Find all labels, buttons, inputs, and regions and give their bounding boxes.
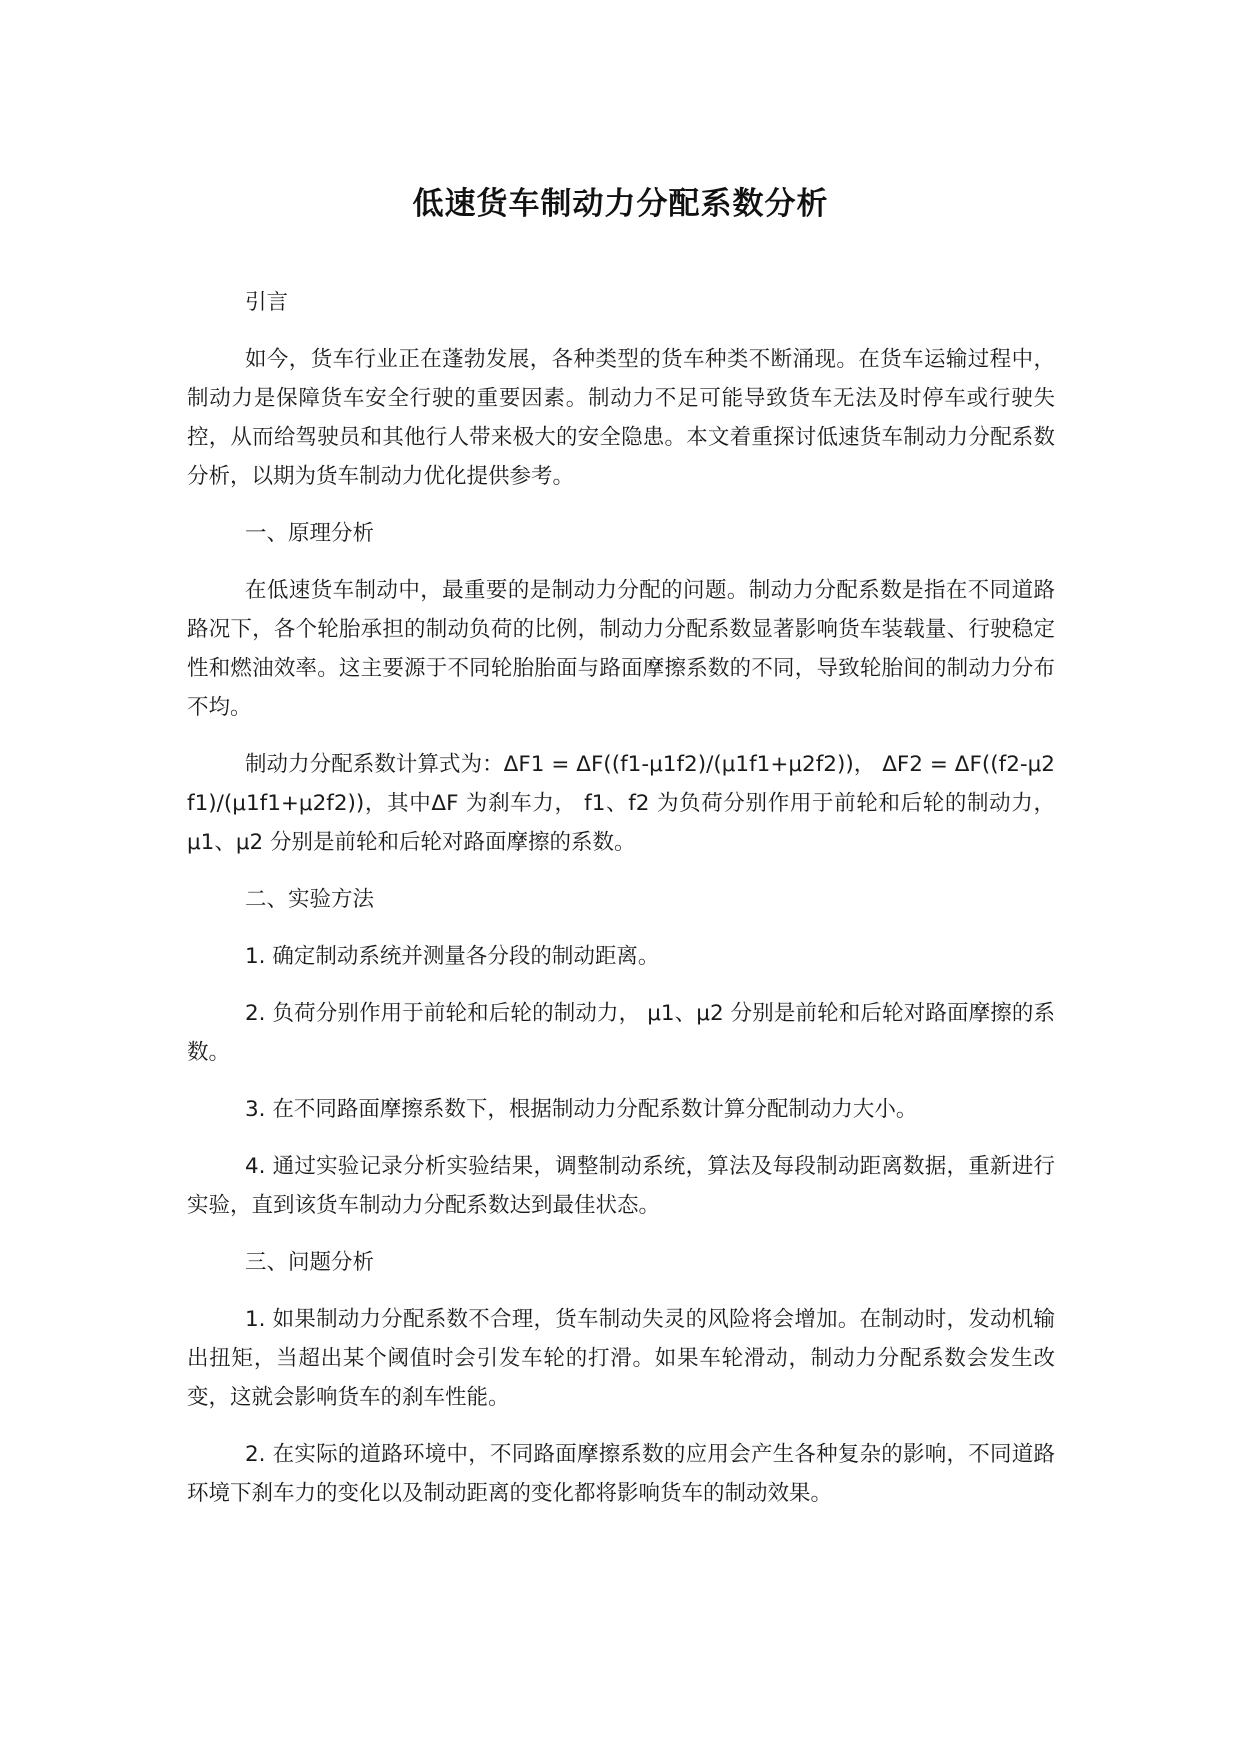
list-item: 3. 在不同路面摩擦系数下，根据制动力分配系数计算分配制动力大小。 bbox=[245, 1097, 918, 1122]
list-item: 1. 确定制动系统并测量各分段的制动距离。 bbox=[245, 944, 660, 969]
section-heading-intro: 引言 bbox=[245, 290, 289, 315]
document-title: 低速货车制动力分配系数分析 bbox=[412, 186, 829, 222]
list-item: 1. 如果制动力分配系数不合理，货车制动失灵的风险将会增加。在制动时，发动机输出扭矩，当超出某个阈值时会引发车轮的打滑。如果车轮滑动，制动力分配系数会发生改变，这就会影响货车的刹车性能。 bbox=[187, 1307, 1055, 1410]
list-item: 2. 负荷分别作用于前轮和后轮的制动力， μ1、μ2 分别是前轮和后轮对路面摩擦的系数。 bbox=[187, 1001, 1055, 1065]
document-body bbox=[187, 283, 1055, 1531]
paragraph: 在低速货车制动中，最重要的是制动力分配的问题。制动力分配系数是指在不同道路路况下，各个轮胎承担的制动负荷的比例，制动力分配系数显著影响货车装载量、行驶稳定性和燃油效率。这主要源于不同轮胎胎面与路面摩擦系数的不同，导致轮胎间的制动力分布不均。 bbox=[187, 578, 1055, 720]
list-item: 4. 通过实验记录分析实验结果，调整制动系统，算法及每段制动距离数据，重新进行实验，直到该货车制动力分配系数达到最佳状态。 bbox=[187, 1154, 1055, 1218]
section-heading-principle: 一、原理分析 bbox=[245, 521, 375, 546]
list-item: 2. 在实际的道路环境中，不同路面摩擦系数的应用会产生各种复杂的影响，不同道路环境下刹车力的变化以及制动距离的变化都将影响货车的制动效果。 bbox=[187, 1442, 1055, 1506]
section-heading-problems: 三、问题分析 bbox=[245, 1250, 375, 1275]
paragraph-formula: 制动力分配系数计算式为：ΔF1 = ΔF((f1-μ1f2)/(μ1f1+μ2f2))， ΔF2 = ΔF((f2-μ2f1)/(μ1f1+μ2f2))，其中ΔF 为刹车力， f1、f2 为负荷分别作用于前轮和后轮的制动力， μ1、μ2 分别是前轮和后轮对路面摩擦的系数。 bbox=[187, 752, 1055, 855]
paragraph: 如今，货车行业正在蓬勃发展，各种类型的货车种类不断涌现。在货车运输过程中，制动力是保障货车安全行驶的重要因素。制动力不足可能导致货车无法及时停车或行驶失控，从而给驾驶员和其他行人带来极大的安全隐患。本文着重探讨低速货车制动力分配系数分析，以期为货车制动力优化提供参考。 bbox=[187, 347, 1055, 489]
section-heading-method: 二、实验方法 bbox=[245, 887, 375, 912]
